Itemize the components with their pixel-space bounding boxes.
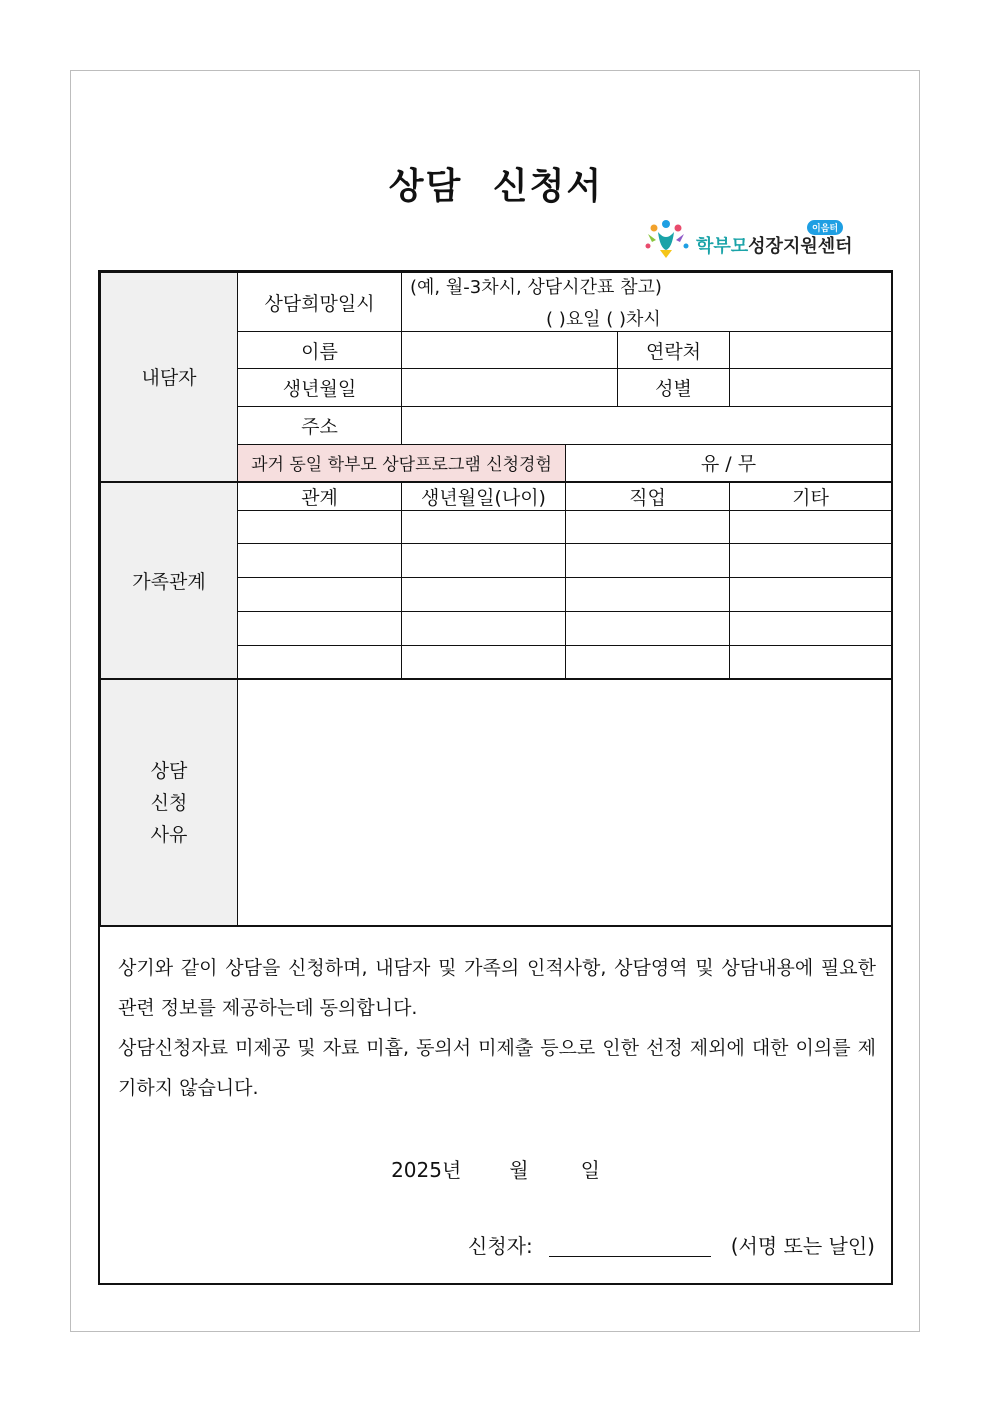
family-birth-cell[interactable]: [402, 511, 566, 544]
reason-label-line: 사유: [150, 823, 188, 846]
reason-label-line: 상담: [150, 759, 188, 782]
birth-field[interactable]: [402, 369, 618, 407]
form-table: [100, 272, 892, 927]
past-experience-label: 과거 동일 학부모 상담프로그램 신청경험: [238, 445, 566, 482]
family-col-etc: 기타: [730, 482, 892, 511]
consent-text: [118, 948, 876, 1108]
contact-label: 연락처: [618, 332, 730, 369]
family-relation-cell[interactable]: [238, 544, 402, 578]
logo-badge: 이음터: [807, 220, 843, 235]
signature-line: [468, 1230, 875, 1259]
reason-label-line: 신청: [150, 791, 188, 814]
family-etc-cell[interactable]: [730, 544, 892, 578]
family-section-label: 가족관계: [101, 482, 238, 679]
family-job-cell[interactable]: [566, 646, 730, 679]
signature-label: 신청자:: [468, 1234, 533, 1258]
address-label: 주소: [238, 407, 402, 445]
family-job-cell[interactable]: [566, 511, 730, 544]
signature-suffix: (서명 또는 날인): [730, 1234, 875, 1258]
preferred-time-field[interactable]: [402, 273, 892, 332]
address-field[interactable]: [402, 407, 892, 445]
center-logo: [644, 218, 864, 260]
family-job-cell[interactable]: [566, 544, 730, 578]
consent-paragraph-2: 상담신청자료 미제공 및 자료 미흡, 동의서 미제출 등으로 인한 선정 제외에 대한 이의를 제기하지 않습니다.: [118, 1037, 876, 1099]
preferred-time-label: 상담희망일시: [238, 273, 402, 332]
signature-field[interactable]: [549, 1236, 711, 1257]
name-label: 이름: [238, 332, 402, 369]
family-birth-cell[interactable]: [402, 578, 566, 612]
family-birth-cell[interactable]: [402, 646, 566, 679]
family-relation-cell[interactable]: [238, 511, 402, 544]
logo-people-icon: [644, 218, 694, 260]
gender-label: 성별: [618, 369, 730, 407]
family-etc-cell[interactable]: [730, 612, 892, 646]
past-experience-choice[interactable]: 유 / 무: [566, 445, 892, 482]
family-col-birth: 생년월일(나이): [402, 482, 566, 511]
consent-paragraph-1: 상기와 같이 상담을 신청하며, 내담자 및 가족의 인적사항, 상담영역 및 상담내용에 필요한 관련 정보를 제공하는데 동의합니다.: [118, 957, 876, 1019]
reason-field[interactable]: [238, 679, 892, 927]
family-job-cell[interactable]: [566, 578, 730, 612]
family-relation-cell[interactable]: [238, 612, 402, 646]
family-job-cell[interactable]: [566, 612, 730, 646]
date-day: 일: [580, 1158, 600, 1182]
gender-field[interactable]: [730, 369, 892, 407]
page-title: 상담 신청서: [388, 166, 604, 207]
logo-text-a: 학부모: [696, 236, 749, 257]
birth-label: 생년월일: [238, 369, 402, 407]
family-birth-cell[interactable]: [402, 612, 566, 646]
application-form: [98, 270, 893, 1285]
contact-field[interactable]: [730, 332, 892, 369]
family-etc-cell[interactable]: [730, 646, 892, 679]
application-date: [100, 1154, 891, 1183]
logo-text-b: 성장지원센터: [748, 236, 853, 257]
name-field[interactable]: [402, 332, 618, 369]
date-month: 월: [509, 1158, 529, 1182]
date-year: 2025년: [391, 1158, 462, 1182]
family-col-relation: 관계: [238, 482, 402, 511]
consent-divider: [100, 925, 891, 927]
preferred-time-format: ( )요일 ( )차시: [546, 309, 661, 330]
logo-text: [696, 232, 853, 258]
family-etc-cell[interactable]: [730, 578, 892, 612]
client-section-label: 내담자: [101, 273, 238, 482]
reason-section-label: [101, 679, 238, 927]
family-birth-cell[interactable]: [402, 544, 566, 578]
family-relation-cell[interactable]: [238, 578, 402, 612]
family-etc-cell[interactable]: [730, 511, 892, 544]
family-relation-cell[interactable]: [238, 646, 402, 679]
family-col-job: 직업: [566, 482, 730, 511]
preferred-time-hint: (예, 월-3차시, 상담시간표 참고): [410, 277, 662, 298]
